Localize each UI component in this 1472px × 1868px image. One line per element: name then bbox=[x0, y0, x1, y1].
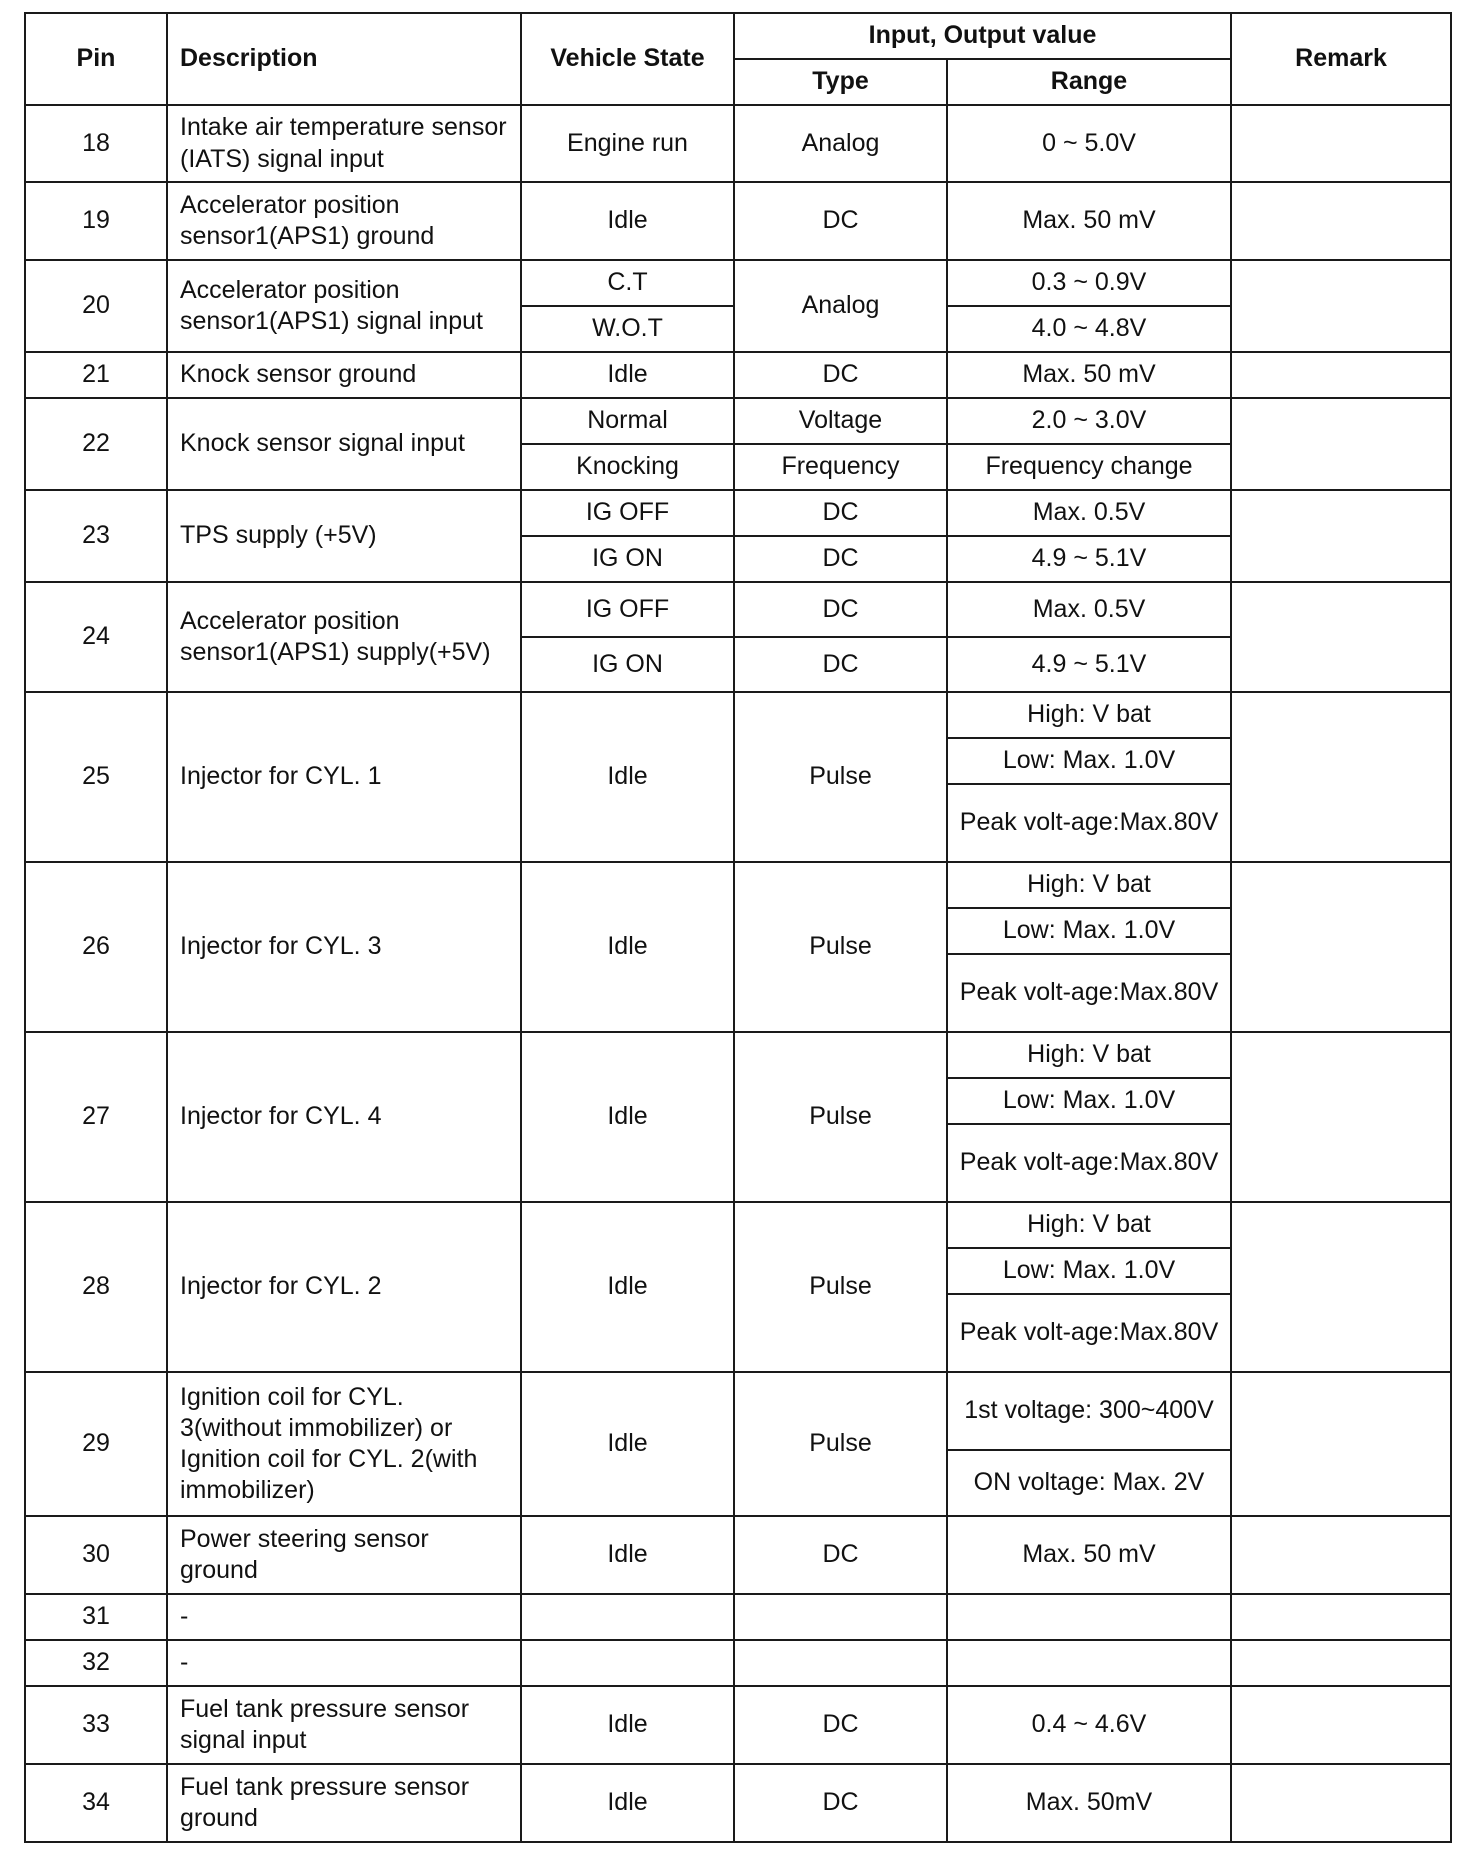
remark-cell bbox=[1231, 1594, 1451, 1640]
header-range: Range bbox=[947, 59, 1231, 105]
range-cell: 4.9 ~ 5.1V bbox=[947, 637, 1231, 692]
vehicle-state-cell: Idle bbox=[521, 1764, 734, 1842]
type-cell: DC bbox=[734, 1764, 947, 1842]
type-cell: Analog bbox=[734, 260, 947, 352]
pin-cell: 27 bbox=[25, 1032, 167, 1202]
type-cell: DC bbox=[734, 352, 947, 398]
header-io-value: Input, Output value bbox=[734, 13, 1231, 59]
vehicle-state-cell: Idle bbox=[521, 1202, 734, 1372]
range-cell: 1st voltage: 300~400V bbox=[947, 1372, 1231, 1450]
description-cell: - bbox=[167, 1640, 521, 1686]
range-cell: ON voltage: Max. 2V bbox=[947, 1450, 1231, 1516]
table-row bbox=[25, 1202, 1451, 1248]
vehicle-state-cell: Idle bbox=[521, 1372, 734, 1516]
remark-cell bbox=[1231, 692, 1451, 862]
description-cell: Accelerator position sensor1(APS1) signal input bbox=[167, 260, 521, 352]
remark-cell bbox=[1231, 1516, 1451, 1594]
type-cell bbox=[734, 1640, 947, 1686]
range-cell: 4.9 ~ 5.1V bbox=[947, 536, 1231, 582]
vehicle-state-cell: Idle bbox=[521, 692, 734, 862]
description-cell: Fuel tank pressure sensor ground bbox=[167, 1764, 521, 1842]
vehicle-state-cell bbox=[521, 1594, 734, 1640]
description-cell: Ignition coil for CYL. 3(without immobilizer) or Ignition coil for CYL. 2(with immobilizer) bbox=[167, 1372, 521, 1516]
range-cell bbox=[947, 1640, 1231, 1686]
pin-cell: 34 bbox=[25, 1764, 167, 1842]
type-cell: DC bbox=[734, 582, 947, 637]
range-cell: High: V bat bbox=[947, 1202, 1231, 1248]
remark-cell bbox=[1231, 1686, 1451, 1764]
remark-cell bbox=[1231, 1372, 1451, 1516]
table-row bbox=[25, 105, 1451, 182]
vehicle-state-cell: Normal bbox=[521, 398, 734, 444]
pin-cell: 28 bbox=[25, 1202, 167, 1372]
type-cell: DC bbox=[734, 536, 947, 582]
remark-cell bbox=[1231, 1032, 1451, 1202]
description-cell: Injector for CYL. 2 bbox=[167, 1202, 521, 1372]
vehicle-state-cell: W.O.T bbox=[521, 306, 734, 352]
range-cell: Max. 50mV bbox=[947, 1764, 1231, 1842]
type-cell: Analog bbox=[734, 105, 947, 182]
description-cell: TPS supply (+5V) bbox=[167, 490, 521, 582]
header-description: Description bbox=[167, 13, 521, 105]
type-cell bbox=[734, 1594, 947, 1640]
range-cell: Low: Max. 1.0V bbox=[947, 738, 1231, 784]
header-pin: Pin bbox=[25, 13, 167, 105]
description-cell: Knock sensor signal input bbox=[167, 398, 521, 490]
range-cell: 0.3 ~ 0.9V bbox=[947, 260, 1231, 306]
range-cell: Peak volt-age:Max.80V bbox=[947, 954, 1231, 1032]
pin-cell: 22 bbox=[25, 398, 167, 490]
table-header bbox=[25, 13, 1451, 105]
description-cell: Injector for CYL. 1 bbox=[167, 692, 521, 862]
type-cell: Pulse bbox=[734, 692, 947, 862]
description-cell: Power steering sensor ground bbox=[167, 1516, 521, 1594]
vehicle-state-cell: Engine run bbox=[521, 105, 734, 182]
range-cell: Max. 0.5V bbox=[947, 490, 1231, 536]
range-cell bbox=[947, 1594, 1231, 1640]
range-cell: Low: Max. 1.0V bbox=[947, 908, 1231, 954]
type-cell: DC bbox=[734, 637, 947, 692]
remark-cell bbox=[1231, 105, 1451, 182]
range-cell: Max. 50 mV bbox=[947, 352, 1231, 398]
table-row bbox=[25, 1516, 1451, 1594]
vehicle-state-cell: IG OFF bbox=[521, 582, 734, 637]
remark-cell bbox=[1231, 582, 1451, 692]
vehicle-state-cell: IG ON bbox=[521, 637, 734, 692]
description-cell: Fuel tank pressure sensor signal input bbox=[167, 1686, 521, 1764]
vehicle-state-cell: Idle bbox=[521, 1686, 734, 1764]
table-row bbox=[25, 1764, 1451, 1842]
remark-cell bbox=[1231, 1640, 1451, 1686]
remark-cell bbox=[1231, 260, 1451, 352]
description-cell: - bbox=[167, 1594, 521, 1640]
header-type: Type bbox=[734, 59, 947, 105]
range-cell: 0 ~ 5.0V bbox=[947, 105, 1231, 182]
ecm-pin-table bbox=[24, 12, 1452, 1843]
pin-cell: 32 bbox=[25, 1640, 167, 1686]
range-cell: Max. 50 mV bbox=[947, 1516, 1231, 1594]
table-row bbox=[25, 398, 1451, 444]
range-cell: 2.0 ~ 3.0V bbox=[947, 398, 1231, 444]
vehicle-state-cell: Idle bbox=[521, 862, 734, 1032]
type-cell: DC bbox=[734, 1516, 947, 1594]
description-cell: Accelerator position sensor1(APS1) supply(+5V) bbox=[167, 582, 521, 692]
type-cell: Pulse bbox=[734, 1032, 947, 1202]
pin-cell: 29 bbox=[25, 1372, 167, 1516]
pin-cell: 30 bbox=[25, 1516, 167, 1594]
vehicle-state-cell: C.T bbox=[521, 260, 734, 306]
table-row bbox=[25, 1032, 1451, 1078]
table-row bbox=[25, 582, 1451, 637]
remark-cell bbox=[1231, 862, 1451, 1032]
table-row bbox=[25, 490, 1451, 536]
range-cell: 4.0 ~ 4.8V bbox=[947, 306, 1231, 352]
range-cell: Max. 50 mV bbox=[947, 182, 1231, 260]
header-remark: Remark bbox=[1231, 13, 1451, 105]
type-cell: Pulse bbox=[734, 862, 947, 1032]
type-cell: DC bbox=[734, 490, 947, 536]
range-cell: Low: Max. 1.0V bbox=[947, 1078, 1231, 1124]
type-cell: DC bbox=[734, 182, 947, 260]
pin-cell: 18 bbox=[25, 105, 167, 182]
pin-cell: 33 bbox=[25, 1686, 167, 1764]
range-cell: High: V bat bbox=[947, 692, 1231, 738]
vehicle-state-cell: IG ON bbox=[521, 536, 734, 582]
description-cell: Accelerator position sensor1(APS1) ground bbox=[167, 182, 521, 260]
header-vehicle-state: Vehicle State bbox=[521, 13, 734, 105]
vehicle-state-cell: Idle bbox=[521, 1032, 734, 1202]
table-row bbox=[25, 260, 1451, 306]
remark-cell bbox=[1231, 398, 1451, 490]
table-row bbox=[25, 692, 1451, 738]
range-cell: Peak volt-age:Max.80V bbox=[947, 784, 1231, 862]
table-row bbox=[25, 182, 1451, 260]
range-cell: Max. 0.5V bbox=[947, 582, 1231, 637]
vehicle-state-cell bbox=[521, 1640, 734, 1686]
range-cell: Peak volt-age:Max.80V bbox=[947, 1124, 1231, 1202]
pin-table-wrapper bbox=[24, 12, 1452, 1843]
table-row bbox=[25, 1372, 1451, 1450]
range-cell: 0.4 ~ 4.6V bbox=[947, 1686, 1231, 1764]
vehicle-state-cell: Idle bbox=[521, 352, 734, 398]
range-cell: High: V bat bbox=[947, 1032, 1231, 1078]
pin-cell: 26 bbox=[25, 862, 167, 1032]
table-row bbox=[25, 1640, 1451, 1686]
range-cell: Peak volt-age:Max.80V bbox=[947, 1294, 1231, 1372]
pin-cell: 23 bbox=[25, 490, 167, 582]
table-row bbox=[25, 352, 1451, 398]
remark-cell bbox=[1231, 490, 1451, 582]
vehicle-state-cell: IG OFF bbox=[521, 490, 734, 536]
remark-cell bbox=[1231, 1764, 1451, 1842]
description-cell: Injector for CYL. 3 bbox=[167, 862, 521, 1032]
vehicle-state-cell: Knocking bbox=[521, 444, 734, 490]
vehicle-state-cell: Idle bbox=[521, 1516, 734, 1594]
description-cell: Intake air temperature sensor (IATS) signal input bbox=[167, 105, 521, 182]
type-cell: Voltage bbox=[734, 398, 947, 444]
table-row bbox=[25, 1686, 1451, 1764]
remark-cell bbox=[1231, 352, 1451, 398]
type-cell: DC bbox=[734, 1686, 947, 1764]
type-cell: Pulse bbox=[734, 1202, 947, 1372]
remark-cell bbox=[1231, 1202, 1451, 1372]
range-cell: Frequency change bbox=[947, 444, 1231, 490]
remark-cell bbox=[1231, 182, 1451, 260]
type-cell: Pulse bbox=[734, 1372, 947, 1516]
type-cell: Frequency bbox=[734, 444, 947, 490]
range-cell: High: V bat bbox=[947, 862, 1231, 908]
table-body bbox=[25, 105, 1451, 1842]
description-cell: Knock sensor ground bbox=[167, 352, 521, 398]
pin-cell: 19 bbox=[25, 182, 167, 260]
pin-cell: 31 bbox=[25, 1594, 167, 1640]
pin-cell: 25 bbox=[25, 692, 167, 862]
vehicle-state-cell: Idle bbox=[521, 182, 734, 260]
pin-cell: 20 bbox=[25, 260, 167, 352]
pin-cell: 21 bbox=[25, 352, 167, 398]
table-row bbox=[25, 1594, 1451, 1640]
table-row bbox=[25, 862, 1451, 908]
pin-cell: 24 bbox=[25, 582, 167, 692]
description-cell: Injector for CYL. 4 bbox=[167, 1032, 521, 1202]
range-cell: Low: Max. 1.0V bbox=[947, 1248, 1231, 1294]
